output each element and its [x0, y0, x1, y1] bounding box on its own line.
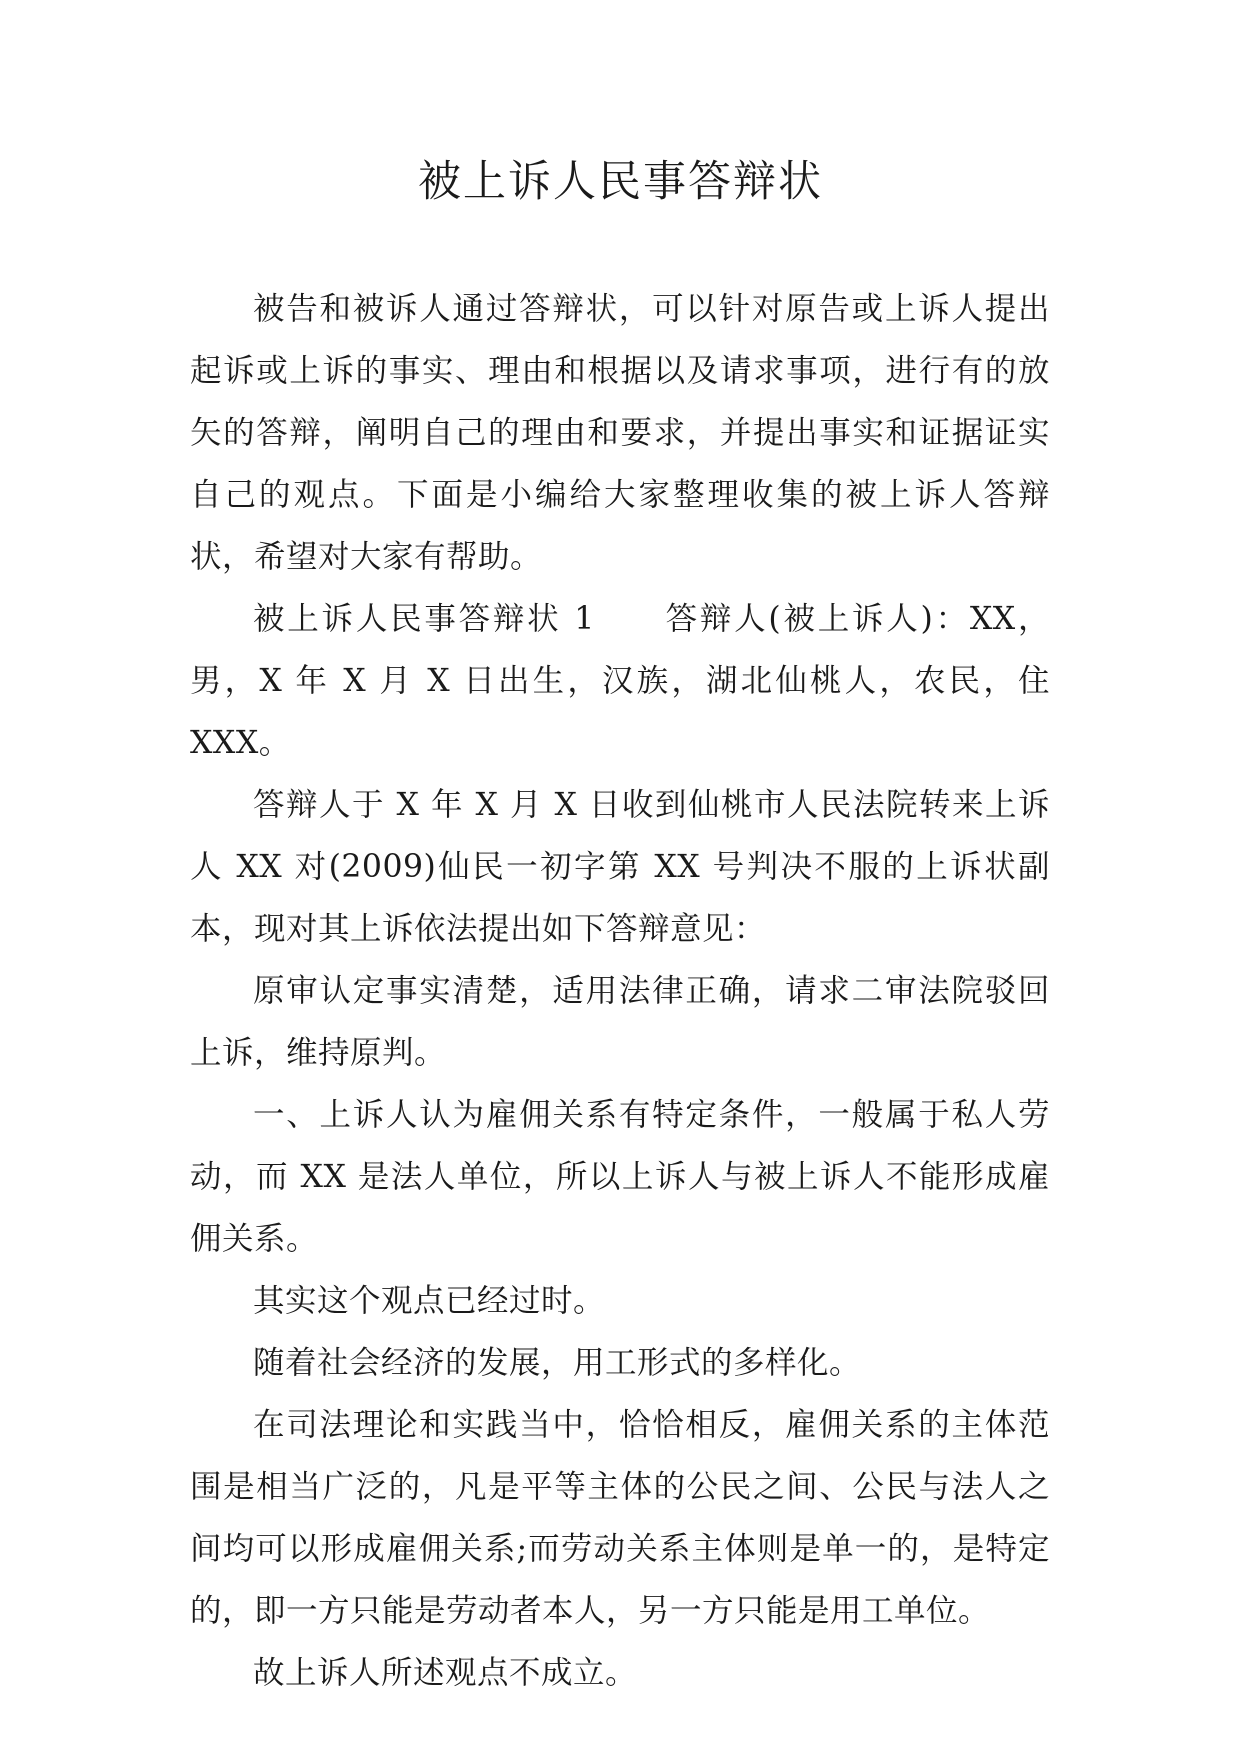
paragraph-receipt: 答辩人于 X 年 X 月 X 日收到仙桃市人民法院转来上诉人 XX 对(2009)仙民一初字第 XX 号判决不服的上诉状副本，现对其上诉依法提出如下答辩意见： — [190, 787, 1050, 947]
document-title: 被上诉人民事答辩状 — [418, 157, 823, 207]
paragraph-theory: 在司法理论和实践当中，恰恰相反，雇佣关系的主体范围是相当广泛的，凡是平等主体的公民之间、公民与法人之间均可以形成雇佣关系;而劳动关系主体则是单一的，是特定的，即一方只能是劳动者本人，另一方只能是用工单位。 — [190, 1407, 1050, 1629]
paragraph-point-one: 一、上诉人认为雇佣关系有特定条件，一般属于私人劳动，而 XX 是法人单位，所以上诉人与被上诉人不能形成雇佣关系。 — [190, 1097, 1050, 1257]
paragraph-intro: 被告和被诉人通过答辩状，可以针对原告或上诉人提出起诉或上诉的事实、理由和根据以及请求事项，进行有的放矢的答辩，阐明自己的理由和要求，并提出事实和证据证实自己的观点。下面是小编给大家整理收集的被上诉人答辩状，希望对大家有帮助。 — [190, 291, 1050, 575]
document-body — [190, 278, 1050, 1704]
paragraph-development: 随着社会经济的发展，用工形式的多样化。 — [253, 1345, 862, 1381]
paragraph-request: 原审认定事实清楚，适用法律正确，请求二审法院驳回上诉，维持原判。 — [190, 973, 1050, 1071]
paragraph-outdated: 其实这个观点已经过时。 — [253, 1283, 606, 1319]
paragraph-respondent-info: 被上诉人民事答辩状 1 答辩人(被上诉人)：XX，男，X 年 X 月 X 日出生，汉族，湖北仙桃人，农民，住 XXX。 — [190, 601, 1050, 761]
paragraph-conclusion: 故上诉人所述观点不成立。 — [253, 1655, 638, 1691]
